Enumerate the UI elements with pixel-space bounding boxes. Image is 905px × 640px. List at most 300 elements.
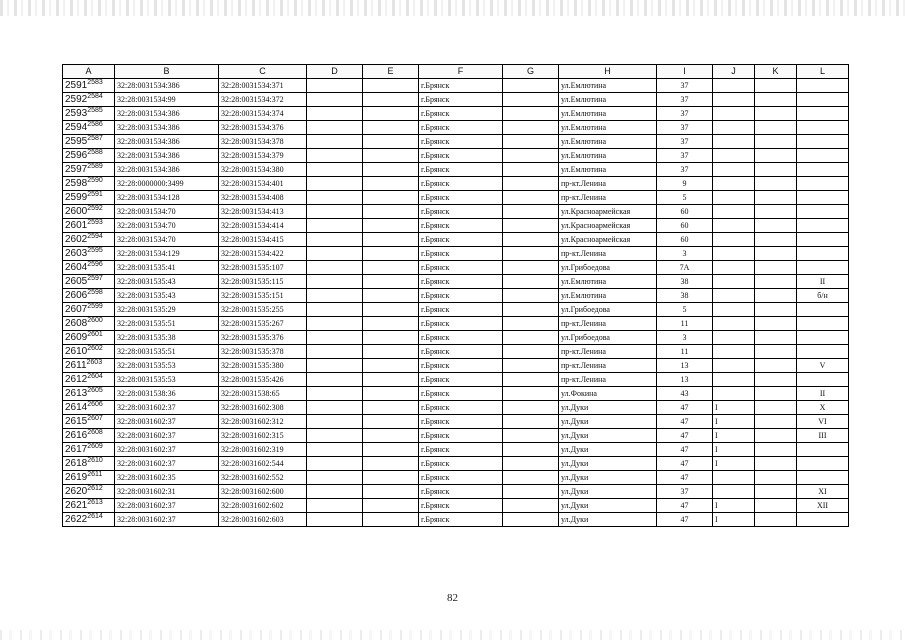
cell-i: 3 (657, 331, 713, 345)
cell-i: 47 (657, 499, 713, 513)
cell-d (307, 247, 363, 261)
cell-f: г.Брянск (419, 121, 503, 135)
column-header-h: H (559, 65, 657, 79)
cell-b: 32:28:0031602:37 (115, 443, 219, 457)
cell-f: г.Брянск (419, 163, 503, 177)
table-row (63, 261, 849, 275)
table-row (63, 79, 849, 93)
column-header-i: I (657, 65, 713, 79)
row-index-superscript: 2606 (87, 401, 103, 408)
cell-c: 32:28:0031535:255 (219, 303, 307, 317)
cell-k (755, 177, 797, 191)
cell-l (797, 163, 849, 177)
cell-f: г.Брянск (419, 303, 503, 317)
cell-f: г.Брянск (419, 135, 503, 149)
cell-b: 32:28:0031538:36 (115, 387, 219, 401)
cell-e (363, 79, 419, 93)
cell-k (755, 191, 797, 205)
row-number: 2622 (65, 514, 88, 525)
row-number: 2600 (65, 206, 88, 217)
cell-l (797, 247, 849, 261)
cell-i: 37 (657, 79, 713, 93)
cell-e (363, 205, 419, 219)
row-number-cell (63, 303, 115, 317)
table-row (63, 429, 849, 443)
cell-f: г.Брянск (419, 233, 503, 247)
cell-j: I (713, 499, 755, 513)
cell-h: ул.Грибоедова (559, 303, 657, 317)
cell-c: 32:28:0031534:379 (219, 149, 307, 163)
cell-f: г.Брянск (419, 429, 503, 443)
cell-l (797, 457, 849, 471)
cell-j: I (713, 457, 755, 471)
cell-b: 32:28:0031535:43 (115, 275, 219, 289)
cell-d (307, 373, 363, 387)
cell-k (755, 443, 797, 457)
cell-b: 32:28:0031602:37 (115, 401, 219, 415)
cell-b: 32:28:0031535:41 (115, 261, 219, 275)
cell-c: 32:28:0031602:600 (219, 485, 307, 499)
cell-c: 32:28:0031534:422 (219, 247, 307, 261)
column-header-c: C (219, 65, 307, 79)
row-number: 2596 (65, 150, 88, 161)
cell-l: XI (797, 485, 849, 499)
cell-i: 60 (657, 205, 713, 219)
cell-e (363, 121, 419, 135)
cell-i: 7А (657, 261, 713, 275)
cell-d (307, 485, 363, 499)
cell-d (307, 275, 363, 289)
row-index-superscript: 2614 (87, 513, 103, 520)
cell-c: 32:28:0031535:267 (219, 317, 307, 331)
cell-j: I (713, 401, 755, 415)
cell-d (307, 177, 363, 191)
cell-c: 32:28:0031534:414 (219, 219, 307, 233)
cell-j (713, 261, 755, 275)
cell-l (797, 205, 849, 219)
cell-i: 13 (657, 359, 713, 373)
column-header-a: A (63, 65, 115, 79)
table-row (63, 457, 849, 471)
row-number: 2620 (65, 486, 88, 497)
cell-j (713, 485, 755, 499)
cell-b: 32:28:0031534:128 (115, 191, 219, 205)
cell-e (363, 457, 419, 471)
cell-j (713, 471, 755, 485)
cell-e (363, 401, 419, 415)
table-row (63, 485, 849, 499)
cell-l: VI (797, 415, 849, 429)
cell-k (755, 415, 797, 429)
cell-e (363, 387, 419, 401)
cell-k (755, 359, 797, 373)
cell-j (713, 345, 755, 359)
cell-h: ул.Фокина (559, 387, 657, 401)
cell-j (713, 93, 755, 107)
cell-k (755, 331, 797, 345)
cell-e (363, 513, 419, 527)
cell-h: ул.Красноармейская (559, 205, 657, 219)
cell-k (755, 499, 797, 513)
cell-b: 32:28:0031534:386 (115, 107, 219, 121)
cell-j (713, 135, 755, 149)
row-number-cell (63, 121, 115, 135)
cell-g (503, 191, 559, 205)
cell-j: I (713, 443, 755, 457)
cell-d (307, 303, 363, 317)
cell-h: ул.Дуки (559, 485, 657, 499)
cell-h: пр-кт.Ленина (559, 345, 657, 359)
cell-f: г.Брянск (419, 219, 503, 233)
table-row (63, 289, 849, 303)
cell-d (307, 359, 363, 373)
page-number: 82 (447, 592, 458, 604)
cell-l (797, 149, 849, 163)
cell-h: пр-кт.Ленина (559, 247, 657, 261)
cell-h: ул.Емлютина (559, 149, 657, 163)
cell-d (307, 93, 363, 107)
row-number: 2613 (65, 388, 88, 399)
cell-b: 32:28:0031602:37 (115, 499, 219, 513)
row-number-cell (63, 345, 115, 359)
cell-b: 32:28:0031534:70 (115, 233, 219, 247)
cell-g (503, 429, 559, 443)
row-number: 2610 (65, 346, 88, 357)
row-number: 2601 (65, 220, 88, 231)
cell-h: ул.Дуки (559, 457, 657, 471)
cell-l (797, 513, 849, 527)
cell-l (797, 443, 849, 457)
cell-d (307, 163, 363, 177)
cell-d (307, 205, 363, 219)
cell-c: 32:28:0031602:312 (219, 415, 307, 429)
cell-l (797, 233, 849, 247)
row-index-superscript: 2589 (87, 163, 103, 170)
cell-c: 32:28:0031535:151 (219, 289, 307, 303)
cell-i: 38 (657, 275, 713, 289)
cell-h: ул.Дуки (559, 513, 657, 527)
table-row (63, 317, 849, 331)
cell-e (363, 415, 419, 429)
cell-f: г.Брянск (419, 79, 503, 93)
cell-c: 32:28:0031535:380 (219, 359, 307, 373)
cell-i: 47 (657, 471, 713, 485)
cell-k (755, 457, 797, 471)
cell-h: пр-кт.Ленина (559, 373, 657, 387)
row-number-cell (63, 275, 115, 289)
cell-f: г.Брянск (419, 149, 503, 163)
cell-c: 32:28:0031602:544 (219, 457, 307, 471)
cell-h: пр-кт.Ленина (559, 317, 657, 331)
cell-e (363, 289, 419, 303)
row-number: 2594 (65, 122, 88, 133)
cell-g (503, 93, 559, 107)
row-number-cell (63, 135, 115, 149)
cell-b: 32:28:0031535:53 (115, 359, 219, 373)
cell-h: ул.Дуки (559, 471, 657, 485)
cell-l: V (797, 359, 849, 373)
cell-c: 32:28:0031602:319 (219, 443, 307, 457)
cell-f: г.Брянск (419, 261, 503, 275)
cell-k (755, 429, 797, 443)
cell-f: г.Брянск (419, 177, 503, 191)
column-header-k: K (755, 65, 797, 79)
cell-l (797, 345, 849, 359)
cell-i: 5 (657, 191, 713, 205)
cell-c: 32:28:0031534:372 (219, 93, 307, 107)
cell-g (503, 303, 559, 317)
cell-d (307, 471, 363, 485)
cell-i: 47 (657, 443, 713, 457)
cell-g (503, 247, 559, 261)
column-header-d: D (307, 65, 363, 79)
cell-l (797, 135, 849, 149)
cell-i: 37 (657, 149, 713, 163)
cell-f: г.Брянск (419, 499, 503, 513)
cell-d (307, 457, 363, 471)
cell-f: г.Брянск (419, 205, 503, 219)
row-index-superscript: 2587 (87, 135, 103, 142)
cell-e (363, 261, 419, 275)
cell-h: ул.Дуки (559, 443, 657, 457)
cell-f: г.Брянск (419, 317, 503, 331)
cell-i: 37 (657, 163, 713, 177)
cell-g (503, 443, 559, 457)
cell-g (503, 345, 559, 359)
table-row (63, 387, 849, 401)
table-row (63, 135, 849, 149)
cell-l: II (797, 387, 849, 401)
row-number: 2609 (65, 332, 88, 343)
cell-b: 32:28:0031602:37 (115, 457, 219, 471)
row-number-cell (63, 471, 115, 485)
cell-g (503, 79, 559, 93)
cell-h: пр-кт.Ленина (559, 177, 657, 191)
cell-f: г.Брянск (419, 471, 503, 485)
cell-d (307, 107, 363, 121)
cell-g (503, 205, 559, 219)
table-row (63, 219, 849, 233)
cell-b: 32:28:0031534:386 (115, 79, 219, 93)
cell-k (755, 345, 797, 359)
cell-j (713, 233, 755, 247)
table-row (63, 373, 849, 387)
cell-h: ул.Красноармейская (559, 233, 657, 247)
cell-b: 32:28:0000000:3499 (115, 177, 219, 191)
cell-l (797, 317, 849, 331)
cell-i: 47 (657, 415, 713, 429)
cell-j (713, 79, 755, 93)
cell-i: 3 (657, 247, 713, 261)
cell-e (363, 163, 419, 177)
cell-e (363, 247, 419, 261)
cell-f: г.Брянск (419, 345, 503, 359)
cell-b: 32:28:0031534:386 (115, 149, 219, 163)
cell-g (503, 359, 559, 373)
cell-e (363, 443, 419, 457)
row-index-superscript: 2612 (87, 485, 103, 492)
cell-c: 32:28:0031602:602 (219, 499, 307, 513)
cell-b: 32:28:0031602:37 (115, 513, 219, 527)
cell-e (363, 303, 419, 317)
cell-l: XII (797, 499, 849, 513)
cell-l (797, 107, 849, 121)
cell-e (363, 359, 419, 373)
cell-g (503, 275, 559, 289)
cell-j (713, 107, 755, 121)
cell-i: 11 (657, 317, 713, 331)
cell-i: 60 (657, 233, 713, 247)
row-index-superscript: 2603 (86, 359, 103, 366)
row-index-superscript: 2613 (87, 499, 103, 506)
cell-f: г.Брянск (419, 373, 503, 387)
cell-b: 32:28:0031602:31 (115, 485, 219, 499)
cell-d (307, 135, 363, 149)
column-header-b: B (115, 65, 219, 79)
cell-g (503, 317, 559, 331)
cell-e (363, 135, 419, 149)
table-row (63, 163, 849, 177)
cell-g (503, 149, 559, 163)
table-row (63, 121, 849, 135)
row-number-cell (63, 401, 115, 415)
cell-b: 32:28:0031534:70 (115, 219, 219, 233)
cell-f: г.Брянск (419, 107, 503, 121)
row-index-superscript: 2599 (87, 303, 103, 310)
row-number: 2615 (65, 416, 88, 427)
cell-f: г.Брянск (419, 401, 503, 415)
scan-noise-top (0, 0, 905, 16)
cell-i: 13 (657, 373, 713, 387)
cell-h: ул.Емлютина (559, 121, 657, 135)
row-number: 2614 (65, 402, 88, 413)
cell-j (713, 121, 755, 135)
cell-c: 32:28:0031535:376 (219, 331, 307, 345)
row-number-cell (63, 289, 115, 303)
cell-i: 47 (657, 457, 713, 471)
row-number-cell (63, 457, 115, 471)
row-number-cell (63, 373, 115, 387)
cell-i: 47 (657, 401, 713, 415)
cell-b: 32:28:0031535:38 (115, 331, 219, 345)
table-row (63, 499, 849, 513)
cell-f: г.Брянск (419, 415, 503, 429)
column-header-f: F (419, 65, 503, 79)
cell-f: г.Брянск (419, 457, 503, 471)
cell-d (307, 345, 363, 359)
cell-j (713, 191, 755, 205)
cell-b: 32:28:0031534:99 (115, 93, 219, 107)
cell-c: 32:28:0031534:371 (219, 79, 307, 93)
cell-d (307, 149, 363, 163)
cell-c: 32:28:0031602:315 (219, 429, 307, 443)
cell-j: I (713, 513, 755, 527)
cell-g (503, 261, 559, 275)
cell-k (755, 149, 797, 163)
cell-k (755, 373, 797, 387)
cell-d (307, 79, 363, 93)
row-number-cell (63, 485, 115, 499)
row-index-superscript: 2583 (87, 79, 103, 86)
cell-h: ул.Емлютина (559, 93, 657, 107)
cell-b: 32:28:0031534:386 (115, 163, 219, 177)
cell-d (307, 219, 363, 233)
cell-i: 37 (657, 93, 713, 107)
row-number: 2607 (65, 304, 88, 315)
cell-c: 32:28:0031534:380 (219, 163, 307, 177)
table-row (63, 93, 849, 107)
cell-h: пр-кт.Ленина (559, 191, 657, 205)
cell-b: 32:28:0031534:70 (115, 205, 219, 219)
row-index-superscript: 2584 (87, 93, 103, 100)
cell-l: III (797, 429, 849, 443)
table-row (63, 513, 849, 527)
cell-i: 37 (657, 485, 713, 499)
cell-k (755, 387, 797, 401)
cell-d (307, 415, 363, 429)
cell-k (755, 135, 797, 149)
cell-b: 32:28:0031602:35 (115, 471, 219, 485)
cell-d (307, 289, 363, 303)
table-row (63, 401, 849, 415)
cell-c: 32:28:0031535:378 (219, 345, 307, 359)
row-index-superscript: 2601 (87, 331, 103, 338)
cell-g (503, 331, 559, 345)
cell-l: II (797, 275, 849, 289)
cell-f: г.Брянск (419, 331, 503, 345)
cell-d (307, 387, 363, 401)
column-header-g: G (503, 65, 559, 79)
cell-c: 32:28:0031534:401 (219, 177, 307, 191)
row-number-cell (63, 163, 115, 177)
cell-h: ул.Грибоедова (559, 331, 657, 345)
cell-e (363, 219, 419, 233)
row-number: 2593 (65, 108, 88, 119)
cell-d (307, 401, 363, 415)
row-number: 2618 (65, 458, 88, 469)
row-number-cell (63, 149, 115, 163)
cell-e (363, 177, 419, 191)
cell-f: г.Брянск (419, 387, 503, 401)
cell-l (797, 219, 849, 233)
cell-k (755, 317, 797, 331)
cell-l (797, 261, 849, 275)
cell-e (363, 191, 419, 205)
cell-j (713, 387, 755, 401)
cell-f: г.Брянск (419, 359, 503, 373)
cell-h: ул.Дуки (559, 499, 657, 513)
cell-b: 32:28:0031534:386 (115, 121, 219, 135)
cell-e (363, 275, 419, 289)
row-number: 2621 (65, 500, 88, 511)
cell-k (755, 79, 797, 93)
cell-g (503, 107, 559, 121)
row-number: 2592 (65, 94, 88, 105)
cell-h: ул.Емлютина (559, 289, 657, 303)
cell-c: 32:28:0031538:65 (219, 387, 307, 401)
cell-e (363, 471, 419, 485)
cell-e (363, 331, 419, 345)
cell-g (503, 499, 559, 513)
cell-k (755, 219, 797, 233)
row-number: 2599 (65, 192, 88, 203)
cell-j: I (713, 415, 755, 429)
cell-l (797, 191, 849, 205)
row-index-superscript: 2595 (87, 247, 103, 254)
cell-g (503, 373, 559, 387)
cell-l (797, 121, 849, 135)
row-number: 2595 (65, 136, 88, 147)
